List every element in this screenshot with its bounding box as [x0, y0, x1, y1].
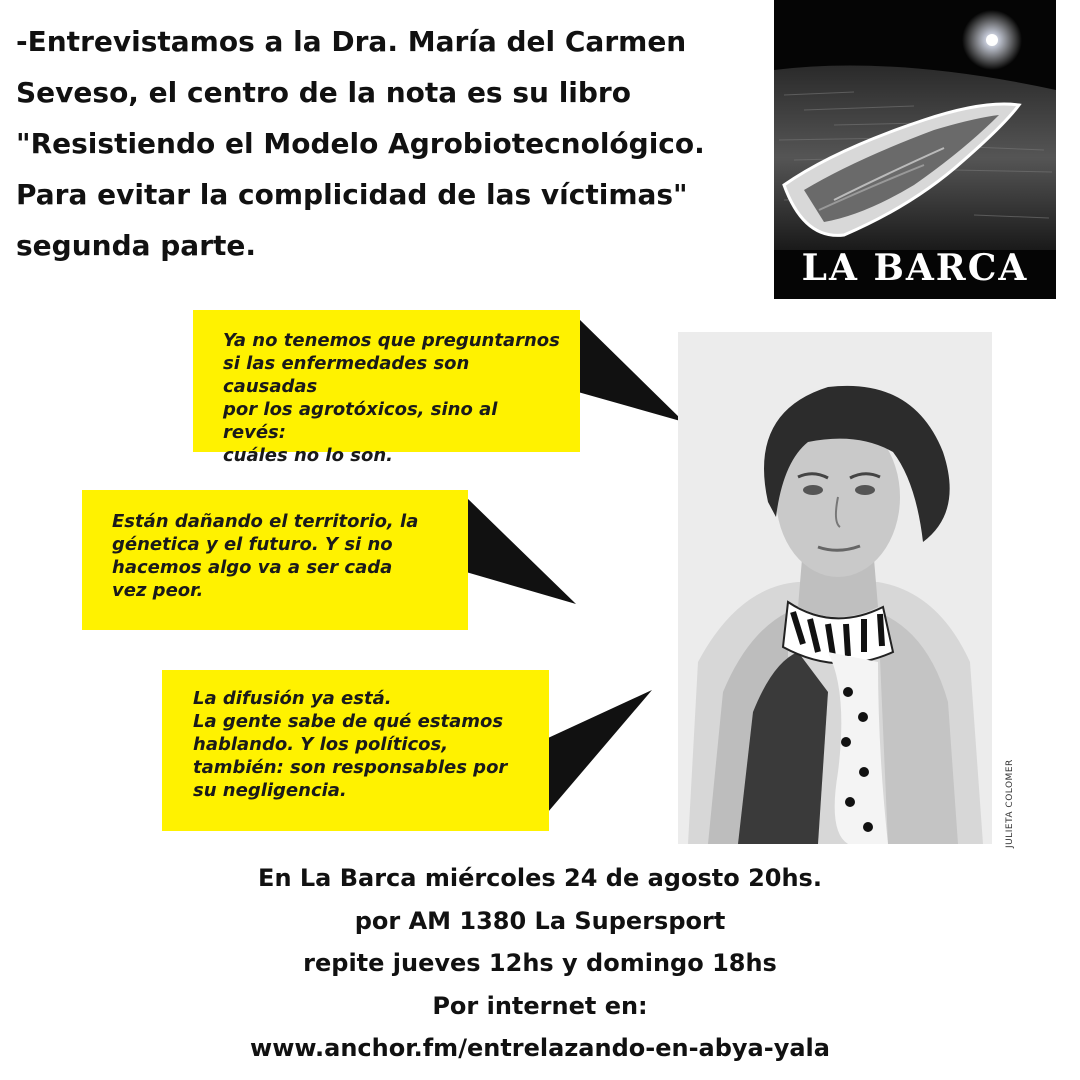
portrait-illustration [678, 332, 992, 844]
footer-line-1: En La Barca miércoles 24 de agosto 20hs. [258, 864, 822, 892]
footer-line-3: repite jueves 12hs y domingo 18hs [303, 949, 777, 977]
quote-bubble-2: Están dañando el territorio, la génetica y el futuro. Y si no hacemos algo va a ser cada vez peor. [82, 490, 468, 630]
quote-bubble-3: La difusión ya está. La gente sabe de qué estamos hablando. Y los políticos, también: son responsables por su negligencia. [162, 670, 549, 831]
quote-bubble-1: Ya no tenemos que preguntarnos si las enfermedades son causadas por los agrotóxicos, sino al revés: cuáles no lo son. [193, 310, 580, 452]
footer-line-4: Por internet en: [432, 991, 648, 1020]
footer-line-5: www.anchor.fm/entrelazando-en-abya-yala [250, 1034, 830, 1062]
bubble-tail-1 [578, 318, 684, 422]
footer-line-2: por AM 1380 La Supersport [354, 906, 726, 935]
photo-credit [992, 740, 1015, 850]
bubble-tail-2 [466, 497, 576, 604]
photo-credit-text: JULIETA COLOMER [1005, 759, 1015, 848]
logo-title: LA BARCA [801, 247, 1029, 289]
headline: -Entrevistamos a la Dra. María del Carmen Seveso, el centro de la nota es su libro "Resistiendo el Modelo Agrobiotecnológico. Para evitar la complicidad de las víctimas" segunda parte. [16, 25, 705, 262]
bubble-tail-3 [548, 690, 652, 812]
footer-info [0, 857, 1080, 1070]
portrait-photo [678, 332, 992, 844]
